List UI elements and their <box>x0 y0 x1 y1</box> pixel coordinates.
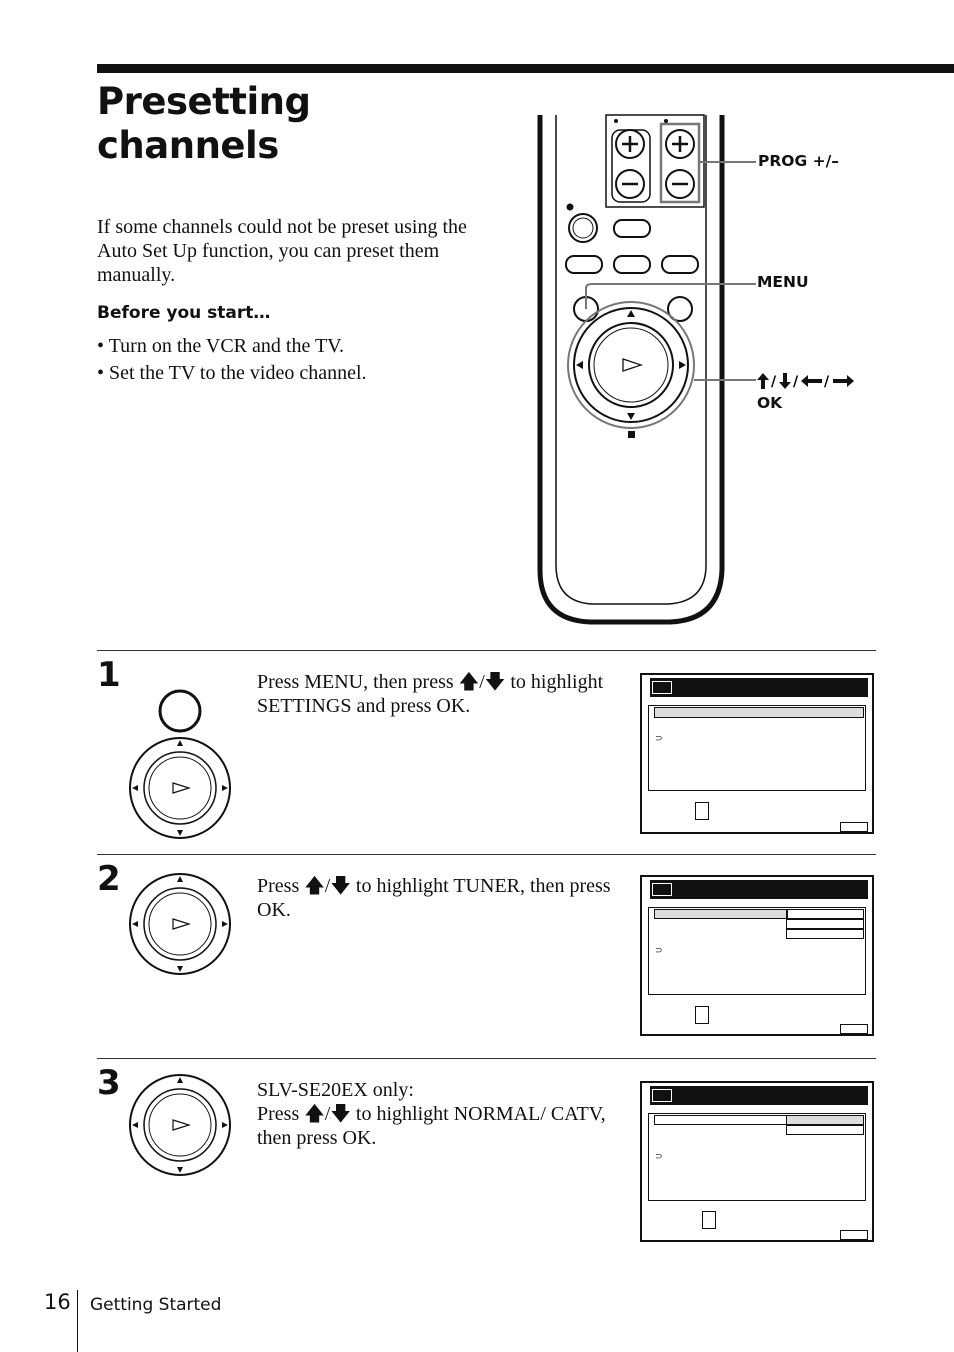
step-number: 3 <box>97 1063 121 1103</box>
ok-callout: OK <box>757 394 783 412</box>
highlighted-option <box>786 1115 864 1125</box>
title-line-2: channels <box>97 124 279 167</box>
step-divider <box>97 854 876 855</box>
before-item: • Turn on the VCR and the TV. <box>97 335 345 357</box>
tv-screen-settings-menu <box>640 673 874 834</box>
menu-button-and-dpad-illustration <box>125 688 235 840</box>
up-arrow-icon: 🡅 <box>304 1103 325 1125</box>
before-item: • Set the TV to the video channel. <box>97 362 367 384</box>
down-arrow-icon: 🡇 <box>330 875 351 897</box>
ok-key-icon <box>840 1230 868 1240</box>
screen-title-bar <box>650 1086 868 1105</box>
svg-text:/: / <box>793 374 799 390</box>
highlighted-row <box>654 909 788 919</box>
intro-paragraph: If some channels could not be preset using the Auto Set Up function, you can preset them manually. <box>97 216 467 286</box>
down-arrow-icon: 🡇 <box>330 1103 351 1125</box>
tv-screen-tuner-menu <box>640 875 874 1036</box>
screen-title-bar <box>650 880 868 899</box>
top-rule <box>97 64 954 73</box>
toolbox-icon <box>652 681 672 694</box>
up-arrow-icon: 🡅 <box>458 671 480 693</box>
model-note: SLV-SE20EX only: <box>257 1079 414 1101</box>
menu-row <box>654 1115 788 1125</box>
step-3-instruction: SLV-SE20EX only: Press 🡅/🡇 to highlight NORMAL/ CATV, then press OK. <box>257 1078 617 1150</box>
select-key-icon <box>702 1211 716 1229</box>
step-number: 2 <box>97 859 121 899</box>
title-line-1: Presetting <box>97 80 311 123</box>
page-title <box>97 80 517 168</box>
toolbox-icon <box>652 883 672 896</box>
down-arrow-icon: 🡇 <box>484 671 506 693</box>
return-icon: ⊃ <box>655 733 663 743</box>
option-cell <box>786 929 864 939</box>
option-cell <box>786 1125 864 1135</box>
tv-screen-normal-catv-menu <box>640 1081 874 1242</box>
arrow-keys-icon <box>756 371 856 391</box>
select-key-icon <box>695 802 709 820</box>
step-2-instruction: Press 🡅/🡇 to highlight TUNER, then press OK. <box>257 875 611 921</box>
svg-text:/: / <box>771 374 777 390</box>
before-heading: Before you start… <box>97 303 271 323</box>
before-list <box>97 333 367 387</box>
footer-divider <box>77 1290 78 1352</box>
option-cell <box>786 909 864 919</box>
ok-key-icon <box>840 822 868 832</box>
return-icon: ⊃ <box>655 1151 663 1161</box>
highlighted-row <box>654 707 864 718</box>
dpad-illustration <box>125 872 235 976</box>
option-cell <box>786 919 864 929</box>
ok-key-icon <box>840 1024 868 1034</box>
step-divider <box>97 1058 876 1059</box>
prog-callout: PROG +/– <box>758 152 839 170</box>
step-number: 1 <box>97 655 121 695</box>
dpad-illustration <box>125 1073 235 1177</box>
svg-text:/: / <box>824 374 830 390</box>
menu-callout: MENU <box>757 273 809 291</box>
step-divider <box>97 650 876 651</box>
remote-illustration <box>530 110 860 630</box>
up-arrow-icon: 🡅 <box>304 875 325 897</box>
page-number: 16 <box>44 1290 71 1314</box>
step-1-instruction: Press MENU, then press 🡅/🡇 to highlight SETTINGS and press OK. <box>257 671 604 717</box>
return-icon: ⊃ <box>655 945 663 955</box>
section-name: Getting Started <box>90 1295 222 1315</box>
screen-title-bar <box>650 678 868 697</box>
toolbox-icon <box>652 1089 672 1102</box>
select-key-icon <box>695 1006 709 1024</box>
